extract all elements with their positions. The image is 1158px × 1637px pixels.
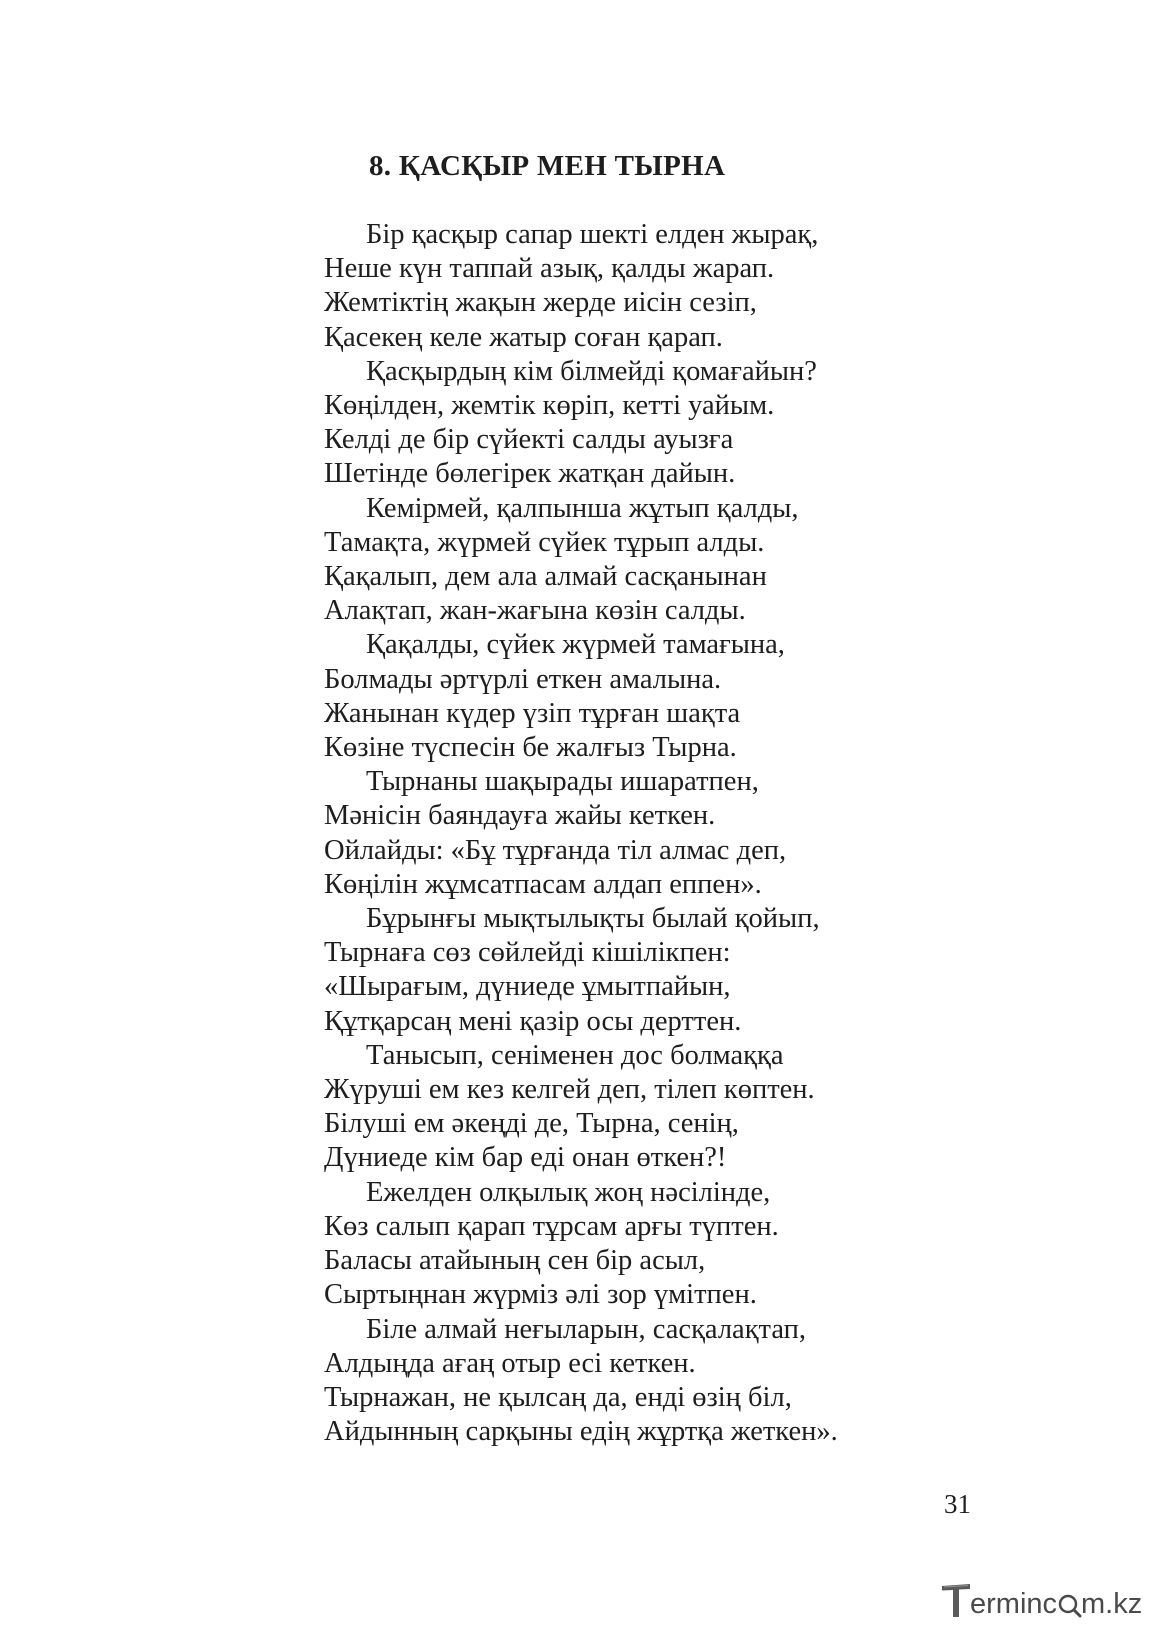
watermark-text-right: m.kz [1081, 1588, 1143, 1620]
poem-line: Болмады әртүрлі еткен амалына. [324, 663, 722, 695]
poem-line: Ежелден олқылық жоң нәсілінде, [366, 1176, 771, 1208]
poem-line: Қақалып, дем ала алмай сасқанынан [324, 561, 767, 593]
poem-line: Көзіне түспесін бе жалғыз Тырна. [324, 732, 737, 764]
stanza [324, 492, 838, 629]
poem-line: Ойлайды: «Бұ тұрғанда тіл алмас деп, [324, 834, 787, 866]
watermark-logo-graphic [940, 1580, 1150, 1624]
poem-line: Құтқарсаң мені қазір осы дерттен. [324, 1005, 742, 1037]
logo-t-glyph [942, 1584, 970, 1617]
poem-line: Неше күн таппай азық, қалды жарап. [324, 253, 775, 285]
poem-line: Тырнаға сөз сөйлейді кішілікпен: [324, 937, 731, 969]
poem [324, 218, 838, 1449]
stanza [324, 1039, 838, 1176]
poem-line: Алақтап, жан-жағына көзін салды. [324, 595, 746, 627]
poem-line: Жемтіктің жақын жерде иісін сезіп, [324, 287, 757, 319]
poem-line: Көңілден, жемтік көріп, кетті уайым. [324, 390, 775, 422]
poem-line: Тамақта, жүрмей сүйек тұрып алды. [324, 526, 765, 558]
watermark-logo [940, 1580, 1150, 1624]
page-title: 8. ҚАСҚЫР МЕН ТЫРНА [369, 150, 726, 182]
page-number: 31 [944, 1489, 971, 1519]
poem-line: Кемірмей, қалпынша жұтып қалды, [366, 492, 799, 524]
poem-line: Айдынның сарқыны едің жұртқа жеткен». [324, 1416, 838, 1448]
watermark-text-left: erminc [970, 1588, 1058, 1620]
poem-line: Бұрынғы мықтылықты былай қойып, [366, 903, 820, 935]
stanza [324, 765, 838, 902]
poem-line: Келді де бір сүйекті салды ауызға [324, 424, 734, 456]
stanza [324, 1176, 838, 1313]
poem-line: Біле алмай неғыларын, сасқалақтап, [366, 1313, 806, 1345]
poem-line: Тырнаны шақырады ишаратпен, [366, 766, 759, 798]
poem-line: Сыртыңнан жүрміз әлі зор үмітпен. [324, 1279, 757, 1311]
stanza [324, 902, 838, 1039]
poem-line: Білуші ем әкеңді де, Тырна, сенің, [324, 1108, 739, 1140]
magnifier-icon [1060, 1596, 1080, 1616]
stanza [324, 1313, 838, 1450]
stanza [324, 218, 838, 355]
poem-line: Танысып, сеніменен дос болмаққа [366, 1039, 784, 1071]
stanza [324, 628, 838, 765]
poem-line: Алдыңда ағаң отыр есі кеткен. [324, 1347, 696, 1379]
poem-line: «Шырағым, дүниеде ұмытпайын, [324, 971, 731, 1003]
poem-line: Мәнісін баяндауға жайы кеткен. [324, 800, 716, 832]
poem-line: Баласы атайының сен бір асыл, [324, 1245, 706, 1277]
poem-line: Шетінде бөлегірек жатқан дайын. [324, 458, 736, 490]
poem-line: Тырнажан, не қылсаң да, енді өзің біл, [324, 1381, 792, 1413]
poem-line: Бір қасқыр сапар шекті елден жырақ, [366, 219, 819, 250]
poem-line: Дүниеде кім бар еді онан өткен?! [324, 1142, 727, 1174]
poem-line: Қақалды, сүйек жүрмей тамағына, [366, 629, 785, 661]
poem-line: Көз салып қарап тұрсам арғы түптен. [324, 1210, 779, 1242]
poem-line: Қасекең келе жатыр соған қарап. [324, 321, 723, 353]
poem-line: Жүруші ем кез келгей деп, тілеп көптен. [324, 1074, 815, 1106]
poem-line: Жанынан күдер үзіп тұрған шақта [324, 697, 741, 729]
stanza [324, 355, 838, 492]
poem-line: Қасқырдың кім білмейді қомағайын? [366, 355, 817, 387]
poem-line: Көңілін жұмсатпасам алдап еппен». [324, 868, 762, 900]
